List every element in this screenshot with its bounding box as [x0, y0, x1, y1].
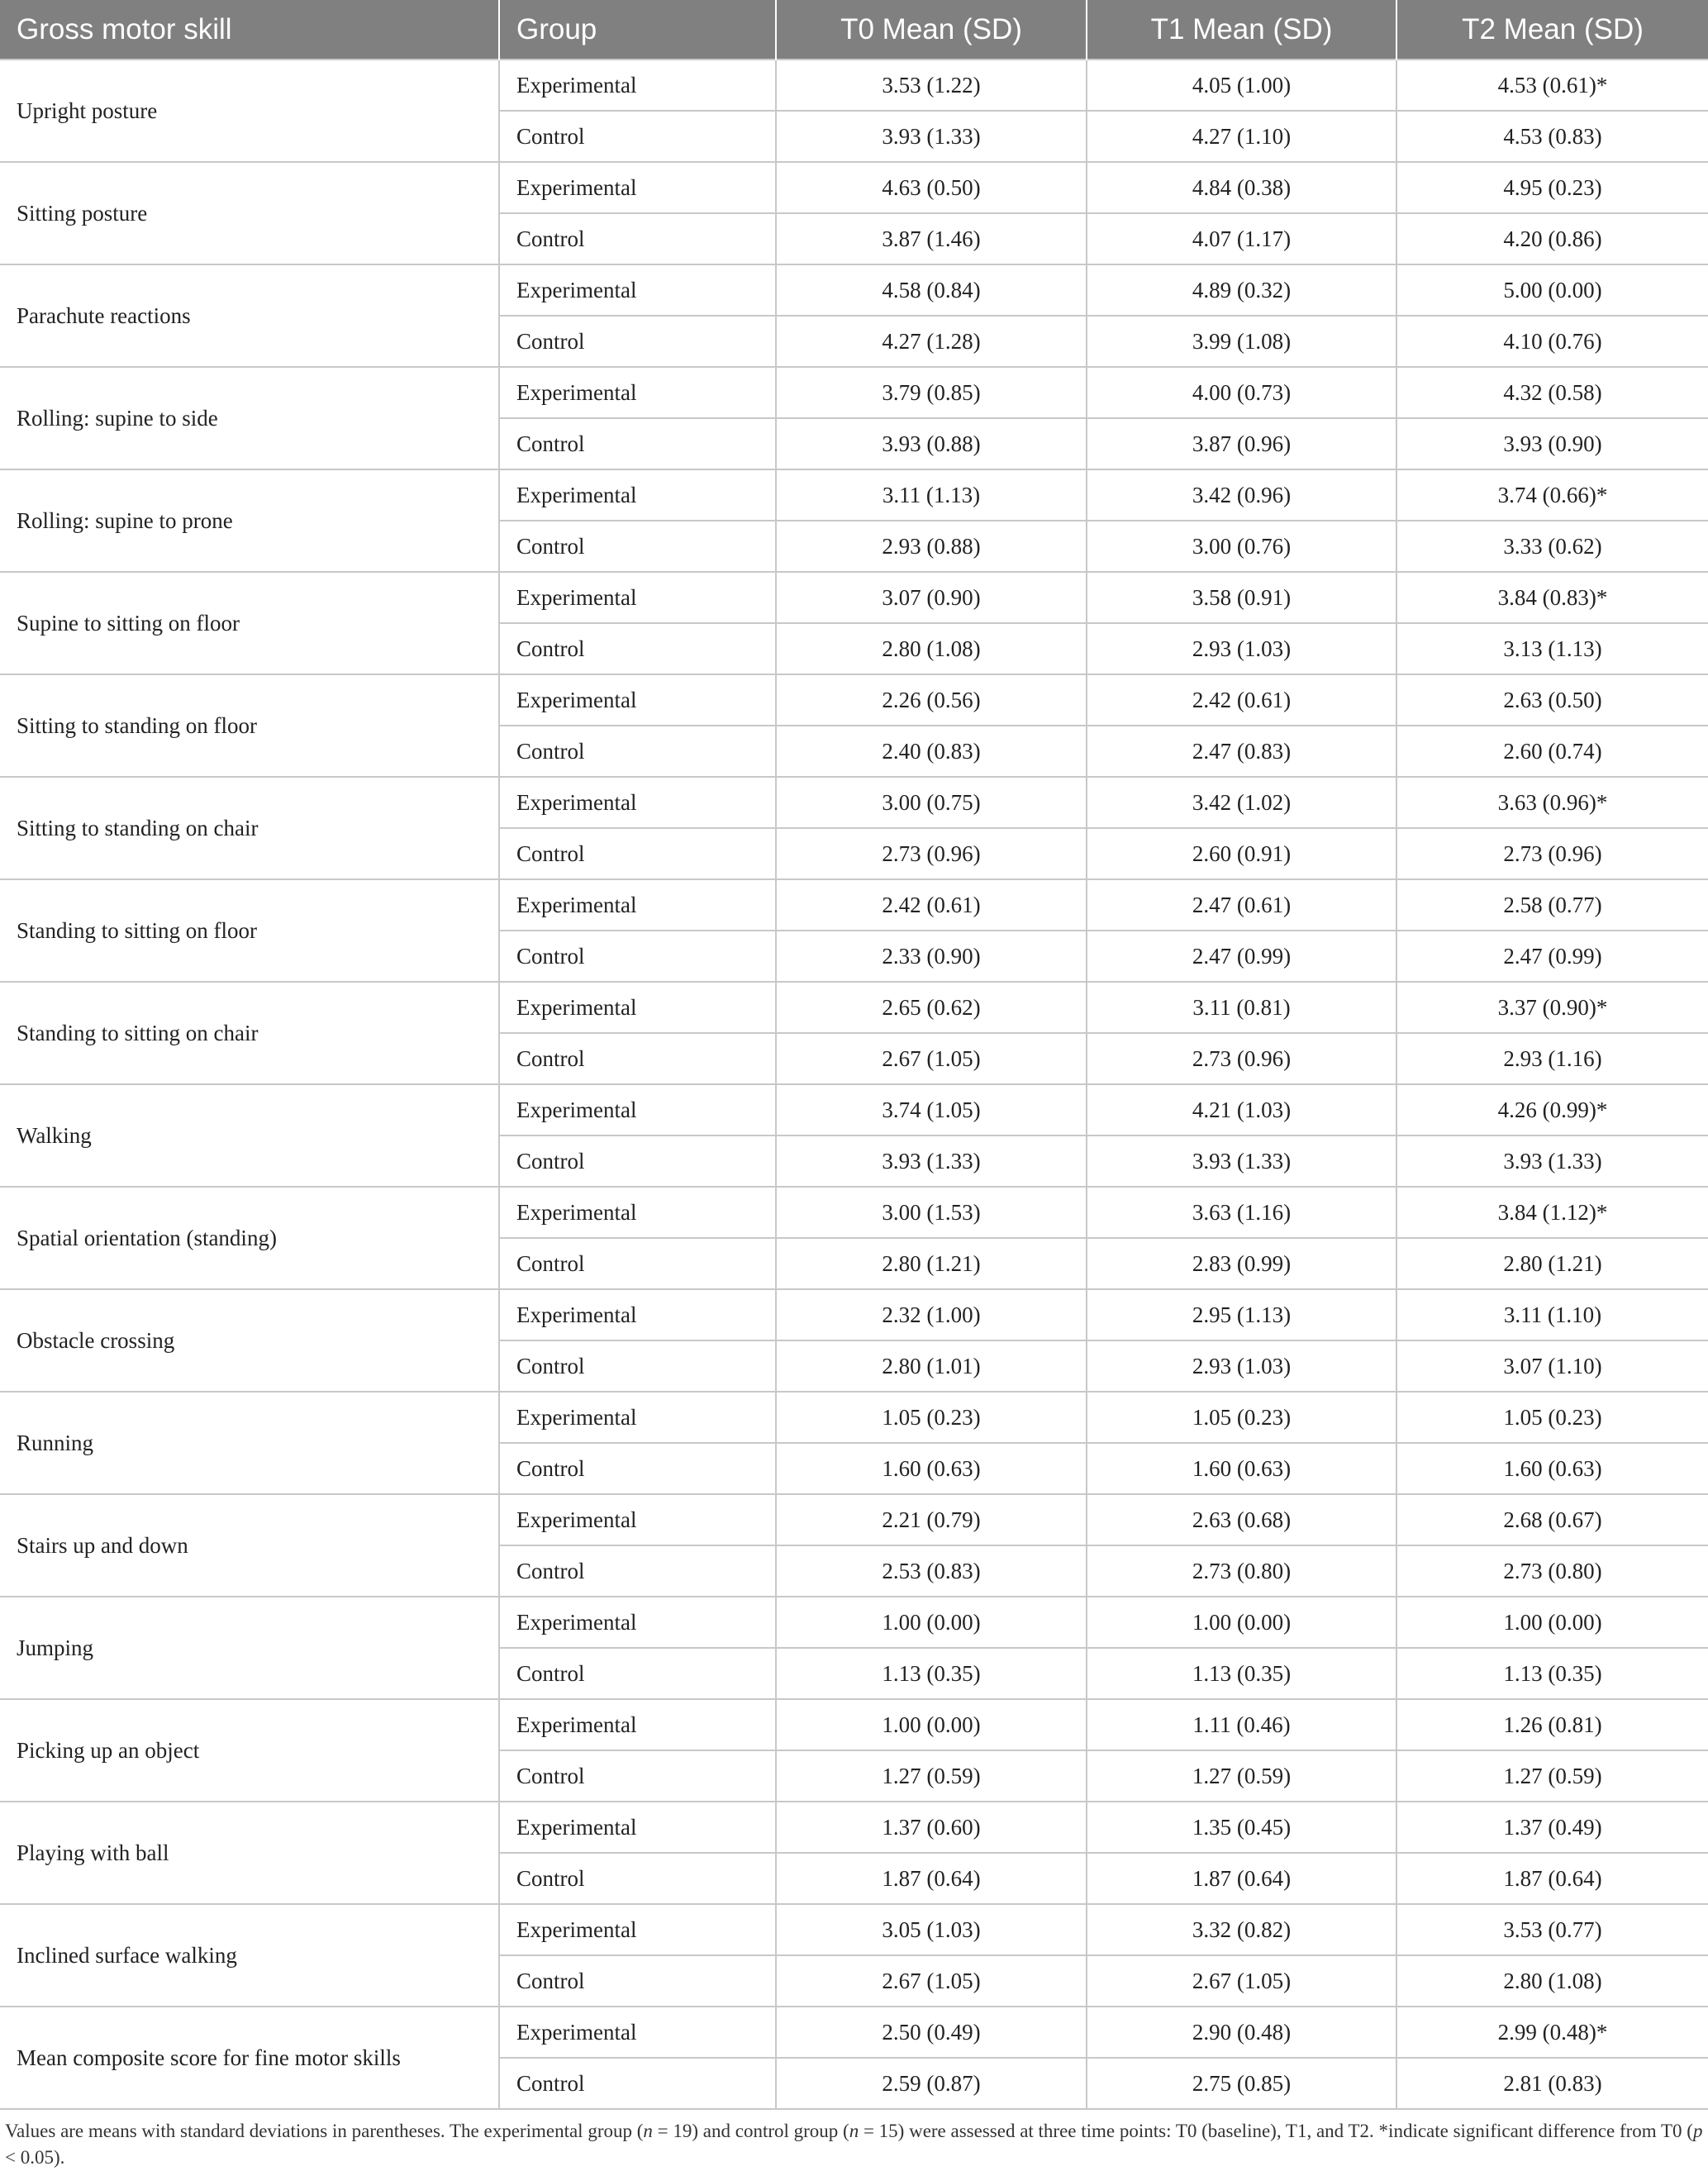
cell-t0: 3.00 (1.53)	[776, 1187, 1087, 1238]
cell-skill: Running	[0, 1392, 499, 1494]
cell-t0: 2.67 (1.05)	[776, 1033, 1087, 1084]
cell-t1: 3.32 (0.82)	[1087, 1904, 1396, 1955]
cell-group: Experimental	[499, 264, 776, 316]
cell-t1: 2.42 (0.61)	[1087, 674, 1396, 726]
cell-t0: 1.13 (0.35)	[776, 1648, 1087, 1699]
cell-skill: Sitting to standing on chair	[0, 777, 499, 879]
footnote-p-symbol: p	[1692, 2121, 1703, 2141]
cell-group: Control	[499, 213, 776, 264]
cell-group: Control	[499, 1443, 776, 1494]
cell-group: Experimental	[499, 982, 776, 1033]
cell-t0: 2.50 (0.49)	[776, 2007, 1087, 2058]
cell-skill: Playing with ball	[0, 1802, 499, 1904]
cell-t0: 2.65 (0.62)	[776, 982, 1087, 1033]
cell-skill: Mean composite score for fine motor skills	[0, 2007, 499, 2109]
cell-t1: 2.73 (0.96)	[1087, 1033, 1396, 1084]
table-row	[0, 60, 1708, 111]
cell-t1: 2.93 (1.03)	[1087, 623, 1396, 674]
cell-t1: 4.07 (1.17)	[1087, 213, 1396, 264]
cell-t2: 3.11 (1.10)	[1396, 1289, 1708, 1340]
cell-t2: 2.73 (0.80)	[1396, 1545, 1708, 1597]
cell-group: Experimental	[499, 674, 776, 726]
header-t0: T0 Mean (SD)	[776, 0, 1087, 60]
cell-t2: 4.26 (0.99)*	[1396, 1084, 1708, 1135]
cell-skill: Rolling: supine to side	[0, 367, 499, 469]
table-row	[0, 1802, 1708, 1853]
cell-group: Experimental	[499, 162, 776, 213]
cell-t0: 2.21 (0.79)	[776, 1494, 1087, 1545]
cell-group: Control	[499, 111, 776, 162]
cell-group: Experimental	[499, 1494, 776, 1545]
cell-group: Control	[499, 1853, 776, 1904]
cell-t0: 4.58 (0.84)	[776, 264, 1087, 316]
cell-group: Control	[499, 623, 776, 674]
cell-skill: Parachute reactions	[0, 264, 499, 367]
cell-group: Control	[499, 1135, 776, 1187]
cell-group: Control	[499, 1648, 776, 1699]
cell-t2: 3.13 (1.13)	[1396, 623, 1708, 674]
table-row	[0, 367, 1708, 418]
cell-t2: 2.68 (0.67)	[1396, 1494, 1708, 1545]
cell-t1: 1.87 (0.64)	[1087, 1853, 1396, 1904]
cell-skill: Rolling: supine to prone	[0, 469, 499, 572]
cell-skill: Picking up an object	[0, 1699, 499, 1802]
header-t2: T2 Mean (SD)	[1396, 0, 1708, 60]
table-row	[0, 674, 1708, 726]
cell-t1: 1.11 (0.46)	[1087, 1699, 1396, 1750]
cell-t0: 3.05 (1.03)	[776, 1904, 1087, 1955]
cell-t1: 2.47 (0.61)	[1087, 879, 1396, 931]
cell-t2: 2.63 (0.50)	[1396, 674, 1708, 726]
header-gross-motor-skill: Gross motor skill	[0, 0, 499, 60]
cell-t0: 2.67 (1.05)	[776, 1955, 1087, 2007]
cell-t1: 2.95 (1.13)	[1087, 1289, 1396, 1340]
table-row	[0, 1699, 1708, 1750]
cell-t2: 2.80 (1.21)	[1396, 1238, 1708, 1289]
cell-t0: 2.93 (0.88)	[776, 521, 1087, 572]
cell-group: Control	[499, 1340, 776, 1392]
cell-t2: 3.93 (0.90)	[1396, 418, 1708, 469]
cell-t1: 3.58 (0.91)	[1087, 572, 1396, 623]
cell-t1: 3.63 (1.16)	[1087, 1187, 1396, 1238]
footnote-text-2: = 19) and control group (	[652, 2121, 849, 2141]
table-row	[0, 1084, 1708, 1135]
cell-t1: 2.90 (0.48)	[1087, 2007, 1396, 2058]
cell-t1: 4.84 (0.38)	[1087, 162, 1396, 213]
cell-t0: 3.79 (0.85)	[776, 367, 1087, 418]
cell-t1: 1.13 (0.35)	[1087, 1648, 1396, 1699]
footnote-n-symbol: n	[849, 2121, 859, 2141]
cell-group: Control	[499, 726, 776, 777]
cell-t2: 3.93 (1.33)	[1396, 1135, 1708, 1187]
cell-t0: 3.74 (1.05)	[776, 1084, 1087, 1135]
cell-t1: 3.42 (0.96)	[1087, 469, 1396, 521]
table-header	[0, 0, 1708, 60]
cell-t0: 2.59 (0.87)	[776, 2058, 1087, 2109]
cell-t2: 2.60 (0.74)	[1396, 726, 1708, 777]
cell-group: Control	[499, 2058, 776, 2109]
cell-skill: Jumping	[0, 1597, 499, 1699]
header-group: Group	[499, 0, 776, 60]
cell-group: Experimental	[499, 1597, 776, 1648]
cell-t2: 4.53 (0.61)*	[1396, 60, 1708, 111]
cell-t1: 3.99 (1.08)	[1087, 316, 1396, 367]
table-row	[0, 1597, 1708, 1648]
footnote-n-symbol: n	[643, 2121, 653, 2141]
cell-t0: 3.93 (1.33)	[776, 111, 1087, 162]
table-row	[0, 777, 1708, 828]
cell-group: Experimental	[499, 1187, 776, 1238]
cell-group: Experimental	[499, 367, 776, 418]
cell-t2: 1.27 (0.59)	[1396, 1750, 1708, 1802]
cell-t0: 1.60 (0.63)	[776, 1443, 1087, 1494]
cell-group: Experimental	[499, 2007, 776, 2058]
cell-t1: 3.11 (0.81)	[1087, 982, 1396, 1033]
cell-t0: 3.00 (0.75)	[776, 777, 1087, 828]
cell-group: Experimental	[499, 1802, 776, 1853]
cell-skill: Supine to sitting on floor	[0, 572, 499, 674]
cell-t0: 3.93 (0.88)	[776, 418, 1087, 469]
cell-group: Experimental	[499, 1699, 776, 1750]
cell-t1: 4.21 (1.03)	[1087, 1084, 1396, 1135]
table-row	[0, 1392, 1708, 1443]
cell-t0: 3.11 (1.13)	[776, 469, 1087, 521]
cell-t2: 1.00 (0.00)	[1396, 1597, 1708, 1648]
cell-group: Control	[499, 418, 776, 469]
header-t1: T1 Mean (SD)	[1087, 0, 1396, 60]
footnote-text-1: Values are means with standard deviations in parentheses. The experimental group (	[5, 2121, 644, 2141]
cell-t2: 1.26 (0.81)	[1396, 1699, 1708, 1750]
cell-skill: Standing to sitting on chair	[0, 982, 499, 1084]
cell-group: Control	[499, 521, 776, 572]
cell-t2: 4.32 (0.58)	[1396, 367, 1708, 418]
footnote-text-3: = 15) were assessed at three time points: T0 (baseline), T1, and T2. *indicate significant difference from T0 (	[859, 2121, 1693, 2141]
cell-t1: 2.67 (1.05)	[1087, 1955, 1396, 2007]
cell-group: Experimental	[499, 469, 776, 521]
cell-t0: 2.33 (0.90)	[776, 931, 1087, 982]
cell-group: Control	[499, 1033, 776, 1084]
cell-t0: 1.00 (0.00)	[776, 1597, 1087, 1648]
cell-t2: 2.80 (1.08)	[1396, 1955, 1708, 2007]
cell-group: Experimental	[499, 1392, 776, 1443]
cell-t2: 3.84 (1.12)*	[1396, 1187, 1708, 1238]
table-row	[0, 469, 1708, 521]
cell-t2: 3.07 (1.10)	[1396, 1340, 1708, 1392]
header-row	[0, 0, 1708, 60]
cell-t1: 4.05 (1.00)	[1087, 60, 1396, 111]
cell-group: Control	[499, 1750, 776, 1802]
cell-t1: 1.05 (0.23)	[1087, 1392, 1396, 1443]
cell-group: Control	[499, 1545, 776, 1597]
cell-skill: Sitting posture	[0, 162, 499, 264]
cell-t0: 2.73 (0.96)	[776, 828, 1087, 879]
cell-t1: 2.93 (1.03)	[1087, 1340, 1396, 1392]
cell-t1: 2.75 (0.85)	[1087, 2058, 1396, 2109]
cell-t0: 2.80 (1.21)	[776, 1238, 1087, 1289]
cell-group: Experimental	[499, 572, 776, 623]
cell-group: Control	[499, 1238, 776, 1289]
cell-t1: 4.89 (0.32)	[1087, 264, 1396, 316]
cell-t2: 2.81 (0.83)	[1396, 2058, 1708, 2109]
table-row	[0, 982, 1708, 1033]
cell-t1: 1.27 (0.59)	[1087, 1750, 1396, 1802]
cell-t0: 3.87 (1.46)	[776, 213, 1087, 264]
cell-t1: 3.87 (0.96)	[1087, 418, 1396, 469]
cell-t2: 3.53 (0.77)	[1396, 1904, 1708, 1955]
cell-skill: Walking	[0, 1084, 499, 1187]
cell-t2: 2.93 (1.16)	[1396, 1033, 1708, 1084]
cell-t2: 3.74 (0.66)*	[1396, 469, 1708, 521]
cell-skill: Spatial orientation (standing)	[0, 1187, 499, 1289]
cell-skill: Obstacle crossing	[0, 1289, 499, 1392]
cell-group: Control	[499, 931, 776, 982]
cell-skill: Upright posture	[0, 60, 499, 162]
cell-group: Experimental	[499, 777, 776, 828]
table-row	[0, 572, 1708, 623]
cell-t0: 2.32 (1.00)	[776, 1289, 1087, 1340]
cell-t0: 4.27 (1.28)	[776, 316, 1087, 367]
cell-t0: 2.53 (0.83)	[776, 1545, 1087, 1597]
cell-t0: 1.37 (0.60)	[776, 1802, 1087, 1853]
cell-t1: 3.00 (0.76)	[1087, 521, 1396, 572]
cell-t2: 2.99 (0.48)*	[1396, 2007, 1708, 2058]
cell-t0: 1.87 (0.64)	[776, 1853, 1087, 1904]
cell-group: Experimental	[499, 60, 776, 111]
cell-skill: Stairs up and down	[0, 1494, 499, 1597]
cell-t2: 1.37 (0.49)	[1396, 1802, 1708, 1853]
cell-t2: 4.53 (0.83)	[1396, 111, 1708, 162]
cell-group: Control	[499, 828, 776, 879]
cell-t0: 1.27 (0.59)	[776, 1750, 1087, 1802]
cell-t0: 3.53 (1.22)	[776, 60, 1087, 111]
cell-t0: 1.05 (0.23)	[776, 1392, 1087, 1443]
cell-t2: 4.20 (0.86)	[1396, 213, 1708, 264]
table-row	[0, 1494, 1708, 1545]
cell-t0: 2.42 (0.61)	[776, 879, 1087, 931]
cell-t2: 3.84 (0.83)*	[1396, 572, 1708, 623]
cell-skill: Sitting to standing on floor	[0, 674, 499, 777]
table-row	[0, 1289, 1708, 1340]
cell-t0: 2.40 (0.83)	[776, 726, 1087, 777]
cell-t1: 3.93 (1.33)	[1087, 1135, 1396, 1187]
cell-t1: 2.73 (0.80)	[1087, 1545, 1396, 1597]
cell-group: Experimental	[499, 1904, 776, 1955]
cell-t1: 1.35 (0.45)	[1087, 1802, 1396, 1853]
cell-t2: 4.10 (0.76)	[1396, 316, 1708, 367]
cell-t1: 1.00 (0.00)	[1087, 1597, 1396, 1648]
cell-t2: 4.95 (0.23)	[1396, 162, 1708, 213]
cell-t1: 2.63 (0.68)	[1087, 1494, 1396, 1545]
cell-t1: 1.60 (0.63)	[1087, 1443, 1396, 1494]
cell-t0: 3.07 (0.90)	[776, 572, 1087, 623]
table-row	[0, 1187, 1708, 1238]
cell-skill: Inclined surface walking	[0, 1904, 499, 2007]
table-row	[0, 264, 1708, 316]
cell-t2: 1.13 (0.35)	[1396, 1648, 1708, 1699]
cell-t2: 1.87 (0.64)	[1396, 1853, 1708, 1904]
cell-t2: 3.63 (0.96)*	[1396, 777, 1708, 828]
cell-t2: 1.60 (0.63)	[1396, 1443, 1708, 1494]
cell-t1: 4.00 (0.73)	[1087, 367, 1396, 418]
footnote-text-4: < 0.05).	[5, 2147, 65, 2168]
cell-t0: 2.26 (0.56)	[776, 674, 1087, 726]
table-row	[0, 162, 1708, 213]
cell-t2: 2.73 (0.96)	[1396, 828, 1708, 879]
cell-t2: 2.58 (0.77)	[1396, 879, 1708, 931]
cell-t2: 3.33 (0.62)	[1396, 521, 1708, 572]
cell-group: Experimental	[499, 1289, 776, 1340]
cell-t2: 3.37 (0.90)*	[1396, 982, 1708, 1033]
cell-group: Experimental	[499, 879, 776, 931]
cell-group: Control	[499, 316, 776, 367]
cell-t0: 3.93 (1.33)	[776, 1135, 1087, 1187]
cell-t1: 2.60 (0.91)	[1087, 828, 1396, 879]
cell-t2: 5.00 (0.00)	[1396, 264, 1708, 316]
cell-skill: Standing to sitting on floor	[0, 879, 499, 982]
cell-t0: 4.63 (0.50)	[776, 162, 1087, 213]
cell-t1: 2.47 (0.83)	[1087, 726, 1396, 777]
cell-t0: 1.00 (0.00)	[776, 1699, 1087, 1750]
table-footnote	[0, 2110, 1708, 2171]
cell-t1: 2.83 (0.99)	[1087, 1238, 1396, 1289]
cell-group: Control	[499, 1955, 776, 2007]
table-row	[0, 879, 1708, 931]
cell-t1: 4.27 (1.10)	[1087, 111, 1396, 162]
cell-t1: 3.42 (1.02)	[1087, 777, 1396, 828]
cell-group: Experimental	[499, 1084, 776, 1135]
cell-t0: 2.80 (1.08)	[776, 623, 1087, 674]
cell-t0: 2.80 (1.01)	[776, 1340, 1087, 1392]
table-row	[0, 2007, 1708, 2058]
cell-t1: 2.47 (0.99)	[1087, 931, 1396, 982]
cell-t2: 1.05 (0.23)	[1396, 1392, 1708, 1443]
table-body	[0, 60, 1708, 2109]
table-row	[0, 1904, 1708, 1955]
cell-t2: 2.47 (0.99)	[1396, 931, 1708, 982]
